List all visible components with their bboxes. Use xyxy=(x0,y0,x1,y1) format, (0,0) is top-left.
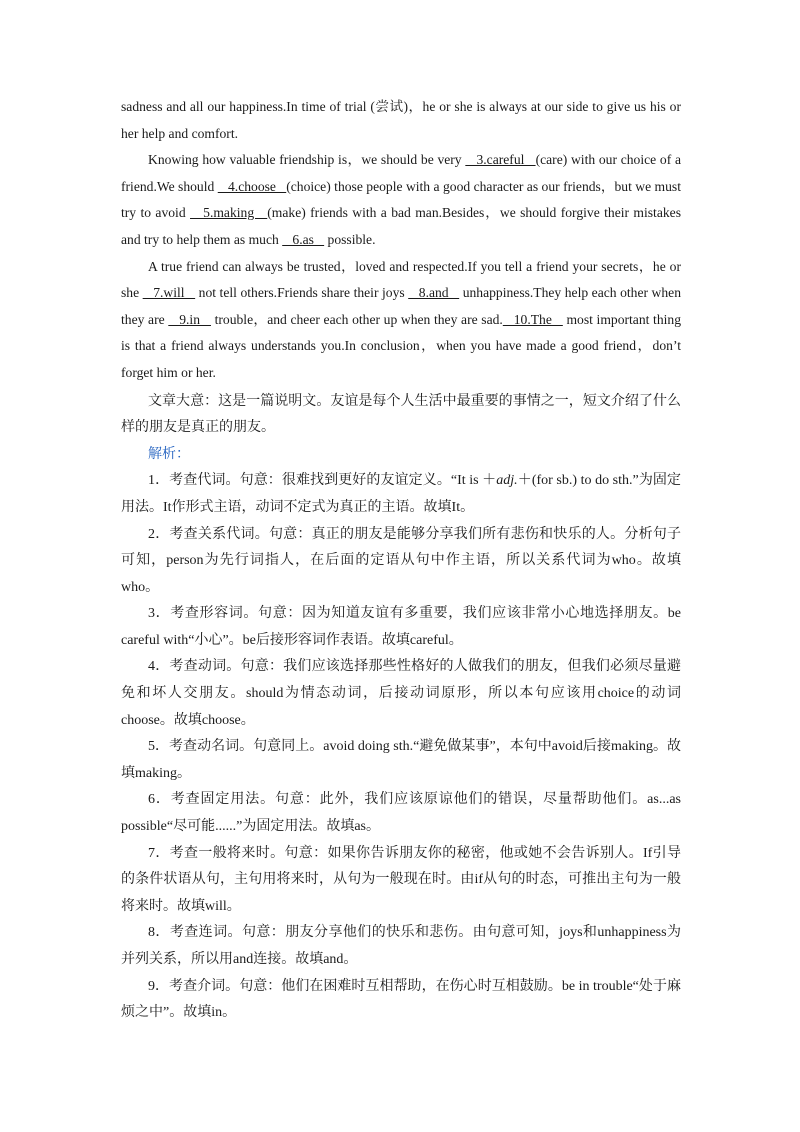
passage-text: most important thing is that a friend always understands you.In conclusion，when you have made a good friend，don’t forget him or her. xyxy=(121,311,682,380)
passage-paragraph-1 xyxy=(121,94,681,147)
passage-text: (care) with our choice of a friend.We should xyxy=(121,152,681,194)
passage-text: Knowing how valuable friendship is，we should be very xyxy=(148,152,466,168)
analysis-item-1 xyxy=(121,468,681,521)
analysis-item-6: 6．考查固定用法。句意：此外，我们应该原谅他们的错误，尽量帮助他们。as...as possible“尽可能......”为固定用法。故填as。 xyxy=(121,792,681,835)
analysis-text: ＋(for sb.) to do sth.”为固定用法。It作形式主语，动词不定式为真正的主语。故填It。 xyxy=(121,473,681,515)
analysis-item-9: 9．考查介词。句意：他们在困难时互相帮助，在伤心时互相鼓励。be in trouble“处于麻烦之中”。故填in。 xyxy=(121,978,681,1021)
answer-blank-7: 7.will xyxy=(142,285,196,301)
passage-text: (make) friends with a bad man.Besides，we should forgive their mistakes and try to help them as much xyxy=(121,205,681,247)
passage-paragraph-2 xyxy=(121,147,681,253)
analysis-item-5: 5．考查动名词。句意同上。avoid doing sth.“避免做某事”，本句中avoid后接making。故填making。 xyxy=(121,739,681,781)
passage-text: possible. xyxy=(324,231,376,247)
answer-blank-10: 10.The xyxy=(502,311,563,327)
answer-blank-3: 3.careful xyxy=(465,152,536,168)
answer-blank-9: 9.in xyxy=(168,311,211,327)
analysis-italic: adj. xyxy=(496,473,518,489)
analysis-text: 1．考查代词。句意：很难找到更好的友谊定义。“It is ＋ xyxy=(148,473,497,489)
analysis-item-8: 8．考查连词。句意：朋友分享他们的快乐和悲伤。由句意可知，joys和unhappiness为并列关系，所以用and连接。故填and。 xyxy=(121,925,681,967)
passage-text: trouble，and cheer each other up when they are sad. xyxy=(210,311,503,327)
answer-blank-6: 6.as xyxy=(282,231,325,247)
summary-paragraph: 文章大意：这是一篇说明文。友谊是每个人生活中最重要的事情之一，短文介绍了什么样的朋友是真正的朋友。 xyxy=(121,393,681,436)
analysis-label: 解析： xyxy=(148,446,190,462)
analysis-item-3: 3．考查形容词。句意：因为知道友谊有多重要，我们应该非常小心地选择朋友。be careful with“小心”。be后接形容词作表语。故填careful。 xyxy=(121,606,681,648)
passage-text: A true friend can always be trusted，loved and respected.If you tell a friend your secrets，he or she xyxy=(121,258,681,301)
analysis-item-7: 7．考查一般将来时。句意：如果你告诉朋友你的秘密，他或她不会告诉别人。If引导的条件状语从句，主句用将来时，从句为一般现在时。由if从句的时态，可推出主句为一般将来时。故填will。 xyxy=(121,845,681,914)
analysis-section xyxy=(121,389,681,1027)
answer-blank-8: 8.and xyxy=(408,285,460,301)
passage-paragraph-3 xyxy=(121,254,681,387)
passage-text: sadness and all our happiness.In time of trial (尝试)，he or she is always at our side to give us his or her help and comfort. xyxy=(121,99,681,141)
answer-blank-5: 5.making xyxy=(190,205,268,221)
analysis-item-4: 4．考查动词。句意：我们应该选择那些性格好的人做我们的朋友，但我们必须尽量避免和坏人交朋友。should为情态动词，后接动词原形，所以本句应该用choice的动词choose。故填choose。 xyxy=(121,659,681,728)
analysis-item-2: 2．考查关系代词。句意：真正的朋友是能够分享我们所有悲伤和快乐的人。分析句子可知，person为先行词指人，在后面的定语从句中作主语，所以关系代词为who。故填who。 xyxy=(121,526,681,595)
passage-text: (choice) those people with a good character as our friends，but we must try to avoid xyxy=(121,178,681,221)
answer-blank-4: 4.choose xyxy=(217,178,287,194)
passage-text: not tell others.Friends share their joys xyxy=(195,285,409,301)
document-content xyxy=(121,94,681,1027)
passage-text: unhappiness.They help each other when they are xyxy=(121,285,681,327)
